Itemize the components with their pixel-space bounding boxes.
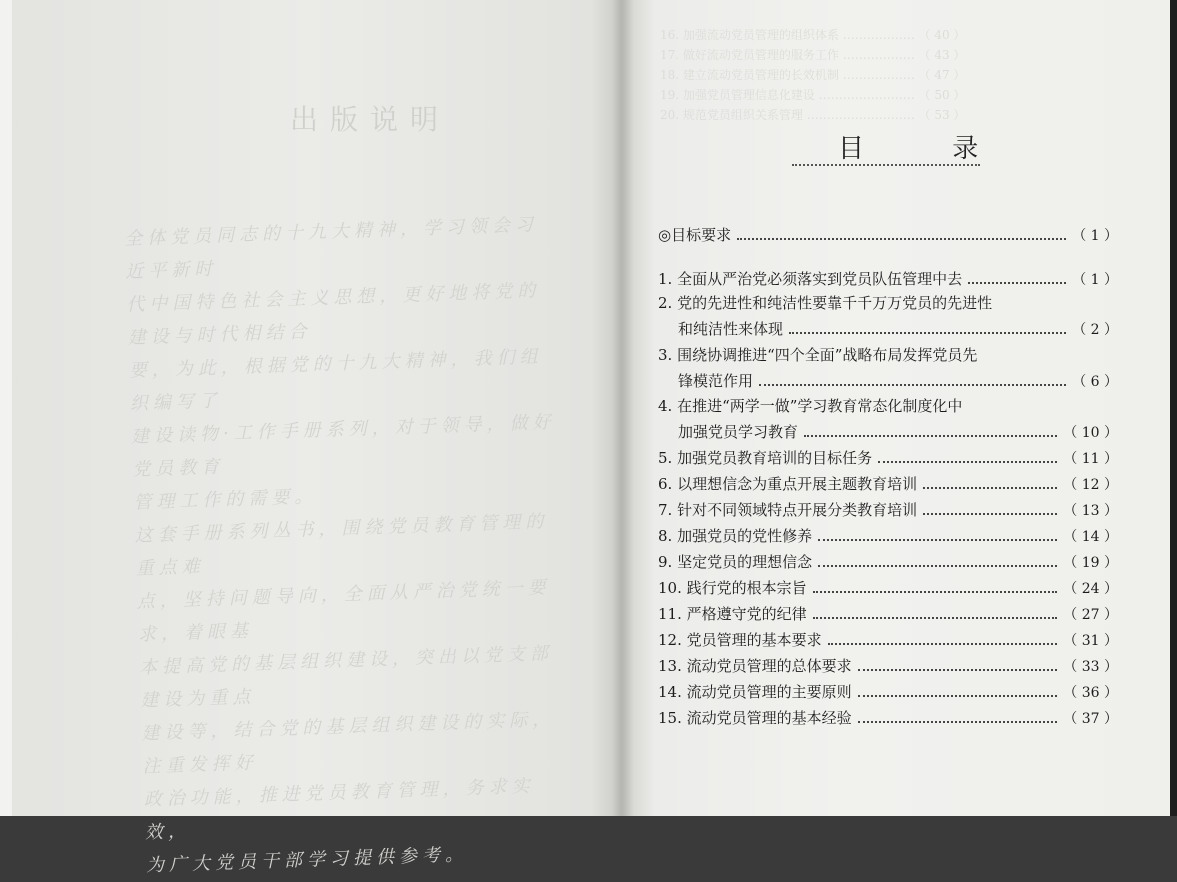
- page-number: （ 10 ）: [1063, 425, 1118, 441]
- entry-title: 围绕协调推进“四个全面”战略布局发挥党员先: [677, 346, 978, 364]
- entry-number: 9.: [658, 553, 678, 571]
- page-number: （ 24 ）: [1063, 581, 1118, 597]
- bleed-through-line: 18. 建立流动党员管理的长效机制 ……………… （ 47 ）: [660, 68, 966, 82]
- entry-title: 党员管理的基本要求: [686, 631, 822, 649]
- toc-entry-line: [658, 705, 1118, 732]
- entry-number: 15.: [658, 709, 687, 727]
- entry-title: 流动党员管理的主要原则: [686, 683, 852, 701]
- entry-title: 全面从严治党必须落实到党员队伍管理中去: [677, 270, 963, 288]
- toc-entry-line: [658, 342, 1118, 368]
- paragraph-line: 本提高党的基层组织建设，突出以党支部建设为重点: [138, 642, 554, 712]
- page-number: （ 37 ）: [1063, 711, 1118, 727]
- entry-title: 加强党员学习教育: [678, 423, 799, 441]
- toc-entry-line: [658, 368, 1118, 395]
- bleed-through-line: 20. 规范党员组织关系管理 ……………………… （ 53 ）: [660, 108, 966, 122]
- entry-title: 以理想信念为重点开展主题教育培训: [677, 475, 918, 493]
- toc-entry: [658, 679, 1118, 706]
- left-page-title: 出版说明: [290, 103, 451, 136]
- entry-title: 践行党的根本宗旨: [686, 579, 807, 597]
- paragraph-line: 政治功能，推进党员教育管理，务求实效，: [143, 775, 535, 844]
- entry-number: 8.: [658, 527, 678, 545]
- bleed-through-line: 17. 做好流动党员管理的服务工作 ……………… （ 43 ）: [660, 48, 966, 62]
- paragraph-line: 建设等，结合党的基层组织建设的实际，注重发挥好: [141, 708, 556, 778]
- leader-dots: [858, 669, 1058, 671]
- leader-dots: [813, 617, 1058, 619]
- leader-dots: [804, 435, 1057, 437]
- paragraph-line: 为广大党员干部学习提供参考。: [145, 844, 469, 877]
- entry-title: 坚定党员的理想信念: [677, 553, 813, 571]
- toc-entry-line: [658, 445, 1118, 472]
- page-number: （ 14 ）: [1063, 529, 1118, 545]
- page-number: （ 33 ）: [1063, 659, 1118, 675]
- section-label: ◎目标要求: [658, 226, 732, 244]
- entry-title: 和纯洁性来体现: [678, 320, 784, 338]
- toc-entry-line: [658, 653, 1118, 680]
- entry-number: 7.: [658, 501, 678, 519]
- toc-entry-line: [658, 290, 1118, 316]
- toc-entry: [658, 290, 1118, 343]
- toc-entry: [658, 471, 1118, 498]
- page-number: （ 36 ）: [1063, 685, 1118, 701]
- entry-number: 1.: [658, 270, 678, 288]
- toc-entry-line: [658, 497, 1118, 524]
- entry-title: 在推进“两学一做”学习教育常态化制度化中: [677, 397, 963, 415]
- toc-entry-line: [658, 549, 1118, 576]
- entry-number: 5.: [658, 449, 678, 467]
- entry-title: 加强党员教育培训的目标任务: [677, 449, 873, 467]
- leader-dots: [858, 721, 1058, 723]
- toc-entry-line: [658, 419, 1118, 446]
- toc-entry: [658, 445, 1118, 472]
- table-edge: [1170, 0, 1177, 816]
- page-number: （ 27 ）: [1063, 607, 1118, 623]
- paragraph-line: 这套手册系列丛书，围绕党员教育管理的重点难: [134, 511, 549, 580]
- page-number: （ 6 ）: [1072, 374, 1118, 390]
- bleed-through-toc: [660, 25, 980, 125]
- left-page-paragraph: [124, 208, 577, 882]
- entry-title: 党的先进性和纯洁性要靠千千万万党员的先进性: [677, 294, 993, 312]
- leader-dots: [828, 643, 1058, 645]
- leader-dots: [789, 332, 1066, 334]
- paragraph-line: 全体党员同志的十九大精神，学习领会习近平新时: [123, 214, 539, 283]
- entry-number: 3.: [658, 346, 678, 364]
- toc-entry: [658, 705, 1118, 732]
- leader-dots: [923, 487, 1057, 489]
- book-gutter: [612, 0, 634, 816]
- toc-entry: [658, 601, 1118, 628]
- page-number: （ 11 ）: [1063, 451, 1118, 467]
- toc-entry: [658, 266, 1118, 293]
- leader-dots: [858, 695, 1058, 697]
- leader-dots: [968, 282, 1066, 284]
- toc-entry-line: [658, 266, 1118, 293]
- page-number: （ 19 ）: [1063, 555, 1118, 571]
- leader-dots: [818, 539, 1057, 541]
- entry-title: 锋模范作用: [678, 372, 754, 390]
- leader-dots: [818, 565, 1057, 567]
- toc-entry-line: [658, 523, 1118, 550]
- paragraph-line: 建设读物·工作手册系列，对于领导，做好党员教育: [130, 411, 556, 481]
- entry-number: 11.: [658, 605, 687, 623]
- entry-number: 13.: [658, 657, 687, 675]
- paragraph-line: 要，为此，根据党的十九大精神，我们组织编写了: [128, 346, 543, 415]
- leader-dots: [737, 238, 1066, 240]
- toc-entry: [658, 523, 1118, 550]
- entry-title: 加强党员的党性修养: [677, 527, 813, 545]
- page-number: （ 31 ）: [1063, 633, 1118, 649]
- entry-number: 2.: [658, 294, 678, 312]
- toc-entry: [658, 497, 1118, 524]
- page-number: （ 1 ）: [1072, 228, 1118, 244]
- toc-heading: 目 录: [838, 134, 1019, 164]
- entry-title: 针对不同领域特点开展分类教育培训: [677, 501, 918, 519]
- bleed-through-line: 16. 加强流动党员管理的组织体系 ……………… （ 40 ）: [660, 28, 966, 42]
- leader-dots: [923, 513, 1057, 515]
- page-number: （ 12 ）: [1063, 477, 1118, 493]
- paragraph-line: 点，坚持问题导向，全面从严治党统一要求，着眼基: [136, 577, 551, 646]
- leader-dots: [878, 461, 1057, 463]
- paragraph-line: 代中国特色社会主义思想，更好地将党的建设与时代相结合: [126, 280, 541, 349]
- toc-entry: [658, 653, 1118, 680]
- entry-number: 10.: [658, 579, 687, 597]
- toc-entry-line: [658, 471, 1118, 498]
- leader-dots: [759, 384, 1066, 386]
- toc-section: [658, 222, 1118, 249]
- page-number: （ 2 ）: [1072, 322, 1118, 338]
- paragraph-line: 管理工作的需要。: [133, 486, 318, 514]
- entry-number: 6.: [658, 475, 678, 493]
- leader-dots: [813, 591, 1058, 593]
- entry-number: 4.: [658, 397, 678, 415]
- toc-entry: [658, 549, 1118, 576]
- toc-entry-line: [658, 679, 1118, 706]
- entry-number: 12.: [658, 631, 687, 649]
- page-edge: [0, 0, 12, 816]
- toc-heading-rule: [792, 164, 980, 166]
- page-number: （ 13 ）: [1063, 503, 1118, 519]
- toc-entry-line: [658, 627, 1118, 654]
- entry-number: 14.: [658, 683, 687, 701]
- toc-entry: [658, 627, 1118, 654]
- toc-entry: [658, 393, 1118, 446]
- toc-entry: [658, 342, 1118, 395]
- entry-title: 流动党员管理的总体要求: [686, 657, 852, 675]
- page-number: （ 1 ）: [1072, 272, 1118, 288]
- entry-title: 流动党员管理的基本经验: [686, 709, 852, 727]
- toc-entry-line: [658, 601, 1118, 628]
- toc-entry-line: [658, 393, 1118, 419]
- toc-entry: [658, 575, 1118, 602]
- toc-entry-line: [658, 575, 1118, 602]
- bleed-through-line: 19. 加强党员管理信息化建设 …………………… （ 50 ）: [660, 88, 966, 102]
- entry-title: 严格遵守党的纪律: [686, 605, 807, 623]
- toc-entry-line: [658, 316, 1118, 343]
